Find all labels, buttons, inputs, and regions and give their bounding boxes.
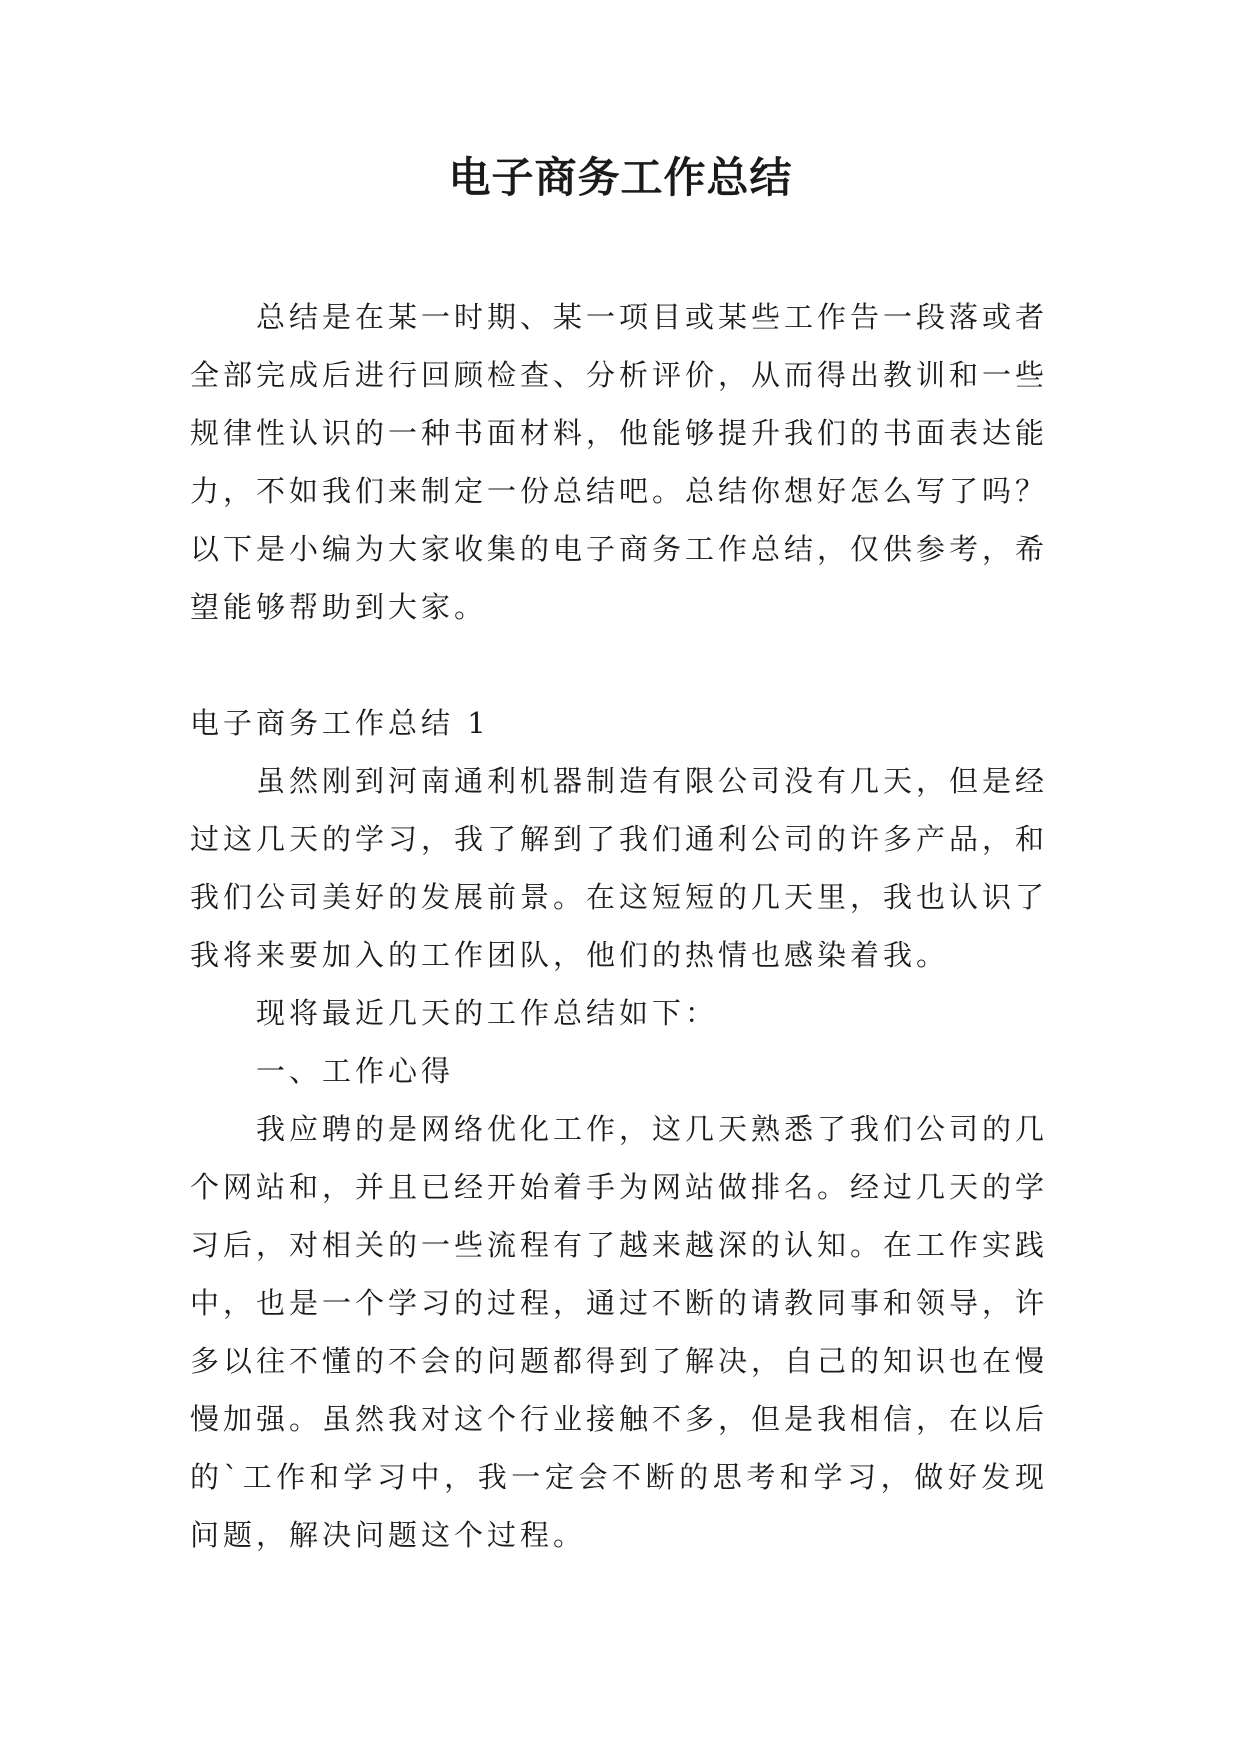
intro-paragraph: 总结是在某一时期、某一项目或某些工作告一段落或者全部完成后进行回顾检查、分析评价，从而得出教训和一些规律性认识的一种书面材料，他能够提升我们的书面表达能力，不如我们来制定一份总结吧。总结你想好怎么写了吗？以下是小编为大家收集的电子商务工作总结，仅供参考，希望能够帮助到大家。 [190, 300, 1049, 624]
section-heading: 电子商务工作总结 1 [190, 706, 490, 740]
document-body [190, 288, 1048, 1564]
subsection-heading: 一、工作心得 [256, 1054, 455, 1088]
paragraph-spacer [190, 636, 1048, 694]
body-paragraph: 现将最近几天的工作总结如下： [256, 996, 719, 1030]
body-paragraph: 虽然刚到河南通利机器制造有限公司没有几天，但是经过这几天的学习，我了解到了我们通利公司的许多产品，和我们公司美好的发展前景。在这短短的几天里，我也认识了我将来要加入的工作团队，他们的热情也感染着我。 [190, 764, 1049, 972]
document-title: 电子商务工作总结 [448, 153, 793, 202]
body-paragraph: 我应聘的是网络优化工作，这几天熟悉了我们公司的几个网站和，并且已经开始着手为网站做排名。经过几天的学习后，对相关的一些流程有了越来越深的认知。在工作实践中，也是一个学习的过程，通过不断的请教同事和领导，许多以往不懂的不会的问题都得到了解决，自己的知识也在慢慢加强。虽然我对这个行业接触不多，但是我相信，在以后的`工作和学习中，我一定会不断的思考和学习，做好发现问题，解决问题这个过程。 [190, 1112, 1049, 1552]
